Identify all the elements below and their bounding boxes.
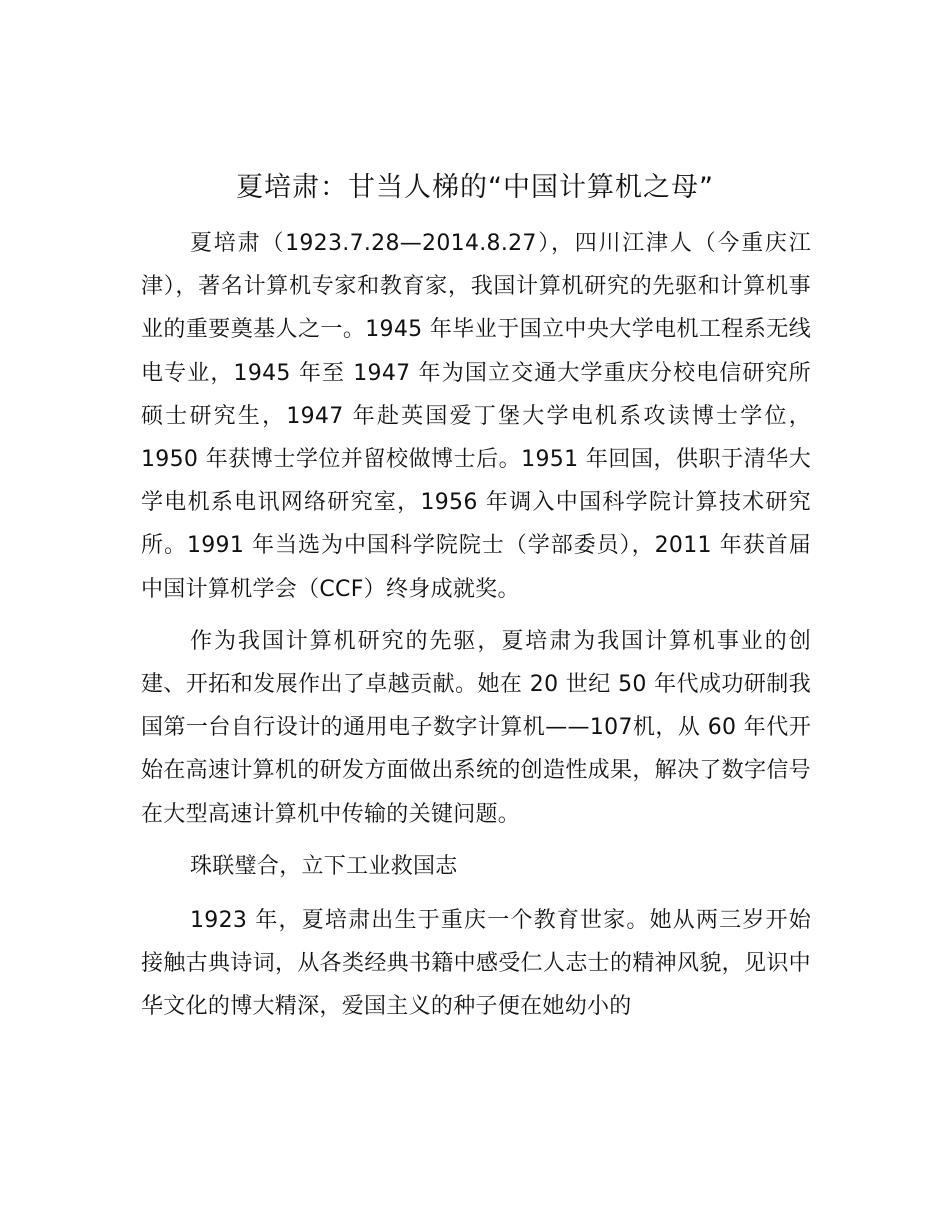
paragraph-intro: 夏培肃（1923.7.28—2014.8.27），四川江津人（今重庆江津），著名计算机专家和教育家，我国计算机研究的先驱和计算机事业的重要奠基人之一。1945 年毕业于国立中央大学电机工程系无线电专业，1945 年至 1947 年为国立交通大学重庆分校电信研究所硕士研究生，1947 年赴英国爱丁堡大学电机系攻读博士学位，1950 年获博士学位并留校做博士后。1951 年回国，供职于清华大学电机系电讯网络研究室，1956 年调入中国科学院计算技术研究所。1991 年当选为中国科学院院士（学部委员），2011 年获首届中国计算机学会（CCF）终身成就奖。 bbox=[141, 231, 811, 602]
document-body bbox=[141, 222, 811, 1038]
document-title: 夏培肃：甘当人梯的“中国计算机之母” bbox=[236, 172, 714, 203]
section-heading: 珠联璧合，立下工业救国志 bbox=[190, 853, 458, 879]
paragraph-early-life: 1923 年，夏培肃出生于重庆一个教育世家。她从两三岁开始接触古典诗词，从各类经典书籍中感受仁人志士的精神风貌，见识中华文化的博大精深，爱国主义的种子便在她幼小的 bbox=[141, 908, 811, 1020]
paragraph-contributions: 作为我国计算机研究的先驱，夏培肃为我国计算机事业的创建、开拓和发展作出了卓越贡献。她在 20 世纪 50 年代成功研制我国第一台自行设计的通用电子数字计算机——107机，从 60 年代开始在高速计算机的研发方面做出系统的创造性成果，解决了数字信号在大型高速计算机中传输的关键问题。 bbox=[141, 628, 811, 827]
